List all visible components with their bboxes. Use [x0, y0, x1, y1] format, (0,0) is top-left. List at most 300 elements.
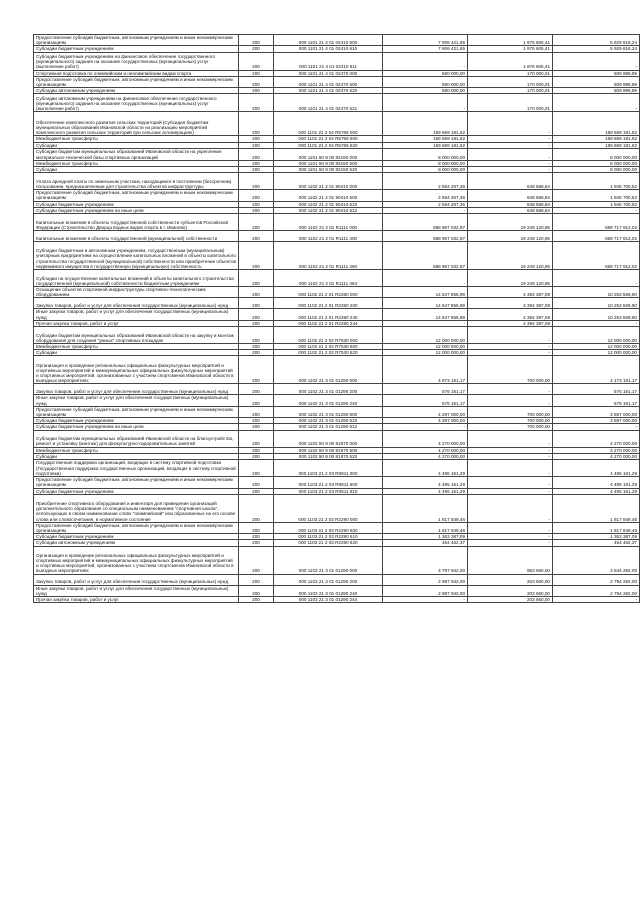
row-description: Межбюджетные трансферты — [34, 160, 239, 166]
line-code: 200 — [239, 477, 274, 488]
unexecuted-amount: 509 999,99 — [553, 88, 640, 94]
unexecuted-amount: 4 270 000,00 — [553, 453, 640, 459]
executed-amount: 170 000,01 — [468, 94, 553, 112]
unexecuted-amount: 4 270 000,00 — [553, 447, 640, 453]
executed-amount: - — [468, 534, 553, 540]
table-row — [34, 477, 640, 488]
unexecuted-amount: 12 000 000,00 — [553, 350, 640, 356]
unexecuted-amount: 2 794 282,00 — [553, 574, 640, 585]
line-code: 200 — [239, 148, 274, 160]
executed-amount: - — [468, 460, 553, 477]
line-code: 200 — [239, 35, 274, 46]
approved-amount: 680 000,00 — [383, 76, 468, 87]
line-code: 200 — [239, 320, 274, 326]
executed-amount: 203 660,00 — [468, 596, 553, 602]
unexecuted-amount: 3 844 282,00 — [553, 546, 640, 574]
classification-code: 000 1101 21 2 04 R5766 520 — [274, 142, 383, 148]
row-description: Субсидии бюджетным и автономным учреждениям, государственным (муниципальным) унитарным предприятиям на осуществление капитальных вложений в объекты капитального строительства государственной (муниципальной) собственности или приобретение объектов недвижимого имущества в государственную (муниципальную) собственность — [34, 242, 239, 270]
classification-code: 000 1102 21 3 01 01290 610 — [274, 418, 383, 424]
classification-code: 000 1102 21 2 01 R2280 240 — [274, 309, 383, 320]
table-row — [34, 112, 640, 136]
row-description: Капитальные вложения в объекты государственной собственности субъектов Российской Федерации (Строительство Дворца водных видов спорта в г. Иваново) — [34, 214, 239, 231]
line-code: 200 — [239, 231, 274, 242]
unexecuted-amount: - — [553, 270, 640, 287]
unexecuted-amount: 12 000 000,00 — [553, 327, 640, 344]
classification-code: 000 1102 21 2 01 R2280 000 — [274, 287, 383, 298]
executed-amount: 19 249 120,95 — [468, 270, 553, 287]
approved-amount: 680 000,00 — [383, 70, 468, 76]
line-code: 200 — [239, 344, 274, 350]
executed-amount: - — [468, 167, 553, 173]
classification-code: 000 1102 21 2 01 R2280 244 — [274, 320, 383, 326]
line-code: 200 — [239, 453, 274, 459]
row-description: Субсидии — [34, 167, 239, 173]
unexecuted-amount: 4 173 161,17 — [553, 356, 640, 384]
table-row — [34, 430, 640, 447]
classification-code: 000 1102 21 2 01 R1111 400 — [274, 231, 383, 242]
line-code: 200 — [239, 167, 274, 173]
line-code: 200 — [239, 574, 274, 585]
unexecuted-amount: 509 999,99 — [553, 70, 640, 76]
line-code: 200 — [239, 207, 274, 213]
line-code: 200 — [239, 585, 274, 596]
executed-amount: - — [468, 384, 553, 395]
classification-code: 000 1103 21 2 03 R2290 610 — [274, 534, 383, 540]
classification-code: 000 1102 21 2 01 90410 000 — [274, 173, 383, 190]
row-description: Государственная поддержка организаций, входящих в систему спортивной подготовки (Государственная поддержка государственных организаций, входящих в систему спортивной подготовки) — [34, 460, 239, 477]
approved-amount: 2 997 942,00 — [383, 585, 468, 596]
line-code: 200 — [239, 540, 274, 546]
executed-amount: 19 249 120,95 — [468, 214, 553, 231]
approved-amount: - — [383, 320, 468, 326]
row-description: Субсидии — [34, 453, 239, 459]
classification-code: 000 1101 21 4 01 02470 620 — [274, 88, 383, 94]
approved-amount: 1 817 849,46 — [383, 494, 468, 522]
table-row — [34, 585, 640, 596]
executed-amount: 648 566,84 — [468, 190, 553, 201]
unexecuted-amount: 4 270 000,00 — [553, 430, 640, 447]
table-row — [34, 522, 640, 533]
line-code: 200 — [239, 76, 274, 87]
classification-code: 000 1102 21 2 01 90410 600 — [274, 190, 383, 201]
row-description: Предоставление субсидий бюджетным, автономным учреждениям и иным некоммерческим организациям — [34, 477, 239, 488]
classification-code: 000 1101 21 4 01 02470 621 — [274, 94, 383, 112]
line-code: 200 — [239, 546, 274, 574]
line-code: 200 — [239, 596, 274, 602]
line-code: 200 — [239, 88, 274, 94]
row-description: Прочая закупка товаров, работ и услуг — [34, 596, 239, 602]
executed-amount: 4 394 387,09 — [468, 309, 553, 320]
executed-amount: 1 976 605,41 — [468, 46, 553, 52]
row-description: Капитальные вложения в объекты государственной (муниципальной) собственности — [34, 231, 239, 242]
table-row — [34, 190, 640, 201]
classification-code: 000 1103 21 3 01 01290 000 — [274, 546, 383, 574]
line-code: 200 — [239, 494, 274, 522]
line-code: 200 — [239, 94, 274, 112]
unexecuted-amount: 1 945 700,52 — [553, 173, 640, 190]
unexecuted-amount: 10 253 569,90 — [553, 298, 640, 309]
classification-code: 000 1102 21 3 01 01290 200 — [274, 384, 383, 395]
executed-amount: 203 660,00 — [468, 585, 553, 596]
table-row — [34, 384, 640, 395]
line-code: 200 — [239, 173, 274, 190]
line-code: 200 — [239, 142, 274, 148]
unexecuted-amount: 669 717 912,02 — [553, 231, 640, 242]
executed-amount: - — [468, 430, 553, 447]
table-row — [34, 35, 640, 46]
approved-amount: 12 000 000,00 — [383, 344, 468, 350]
line-code: 200 — [239, 136, 274, 142]
classification-code: 000 1101 21 2 04 R5766 500 — [274, 136, 383, 142]
table-row — [34, 546, 640, 574]
approved-amount: 4 297 000,00 — [383, 418, 468, 424]
row-description: Уплата арендной платы по земельным участкам, находящимся в постоянном (бессрочном) пользовании, предназначенным для строительства объектов инфраструктуры — [34, 173, 239, 190]
line-code: 200 — [239, 406, 274, 417]
row-description: Иные закупки товаров, работ и услуг для обеспечения государственных (муниципальных) нужд — [34, 395, 239, 406]
executed-amount: 700 000,00 — [468, 418, 553, 424]
row-description: Закупка товаров, работ и услуг для обеспечения государственных (муниципальных) нужд — [34, 384, 239, 395]
unexecuted-amount: - — [553, 320, 640, 326]
line-code: 200 — [239, 488, 274, 494]
row-description: Иные закупки товаров, работ и услуг для обеспечения государственных (муниципальных) нужд — [34, 309, 239, 320]
table-row — [34, 406, 640, 417]
executed-amount: 700 000,00 — [468, 424, 553, 430]
approved-amount: 680 000,00 — [383, 88, 468, 94]
approved-amount: - — [383, 94, 468, 112]
unexecuted-amount: 509 999,99 — [553, 76, 640, 87]
approved-amount: 14 647 956,99 — [383, 309, 468, 320]
approved-amount: - — [383, 424, 468, 430]
table-row — [34, 596, 640, 602]
approved-amount: 4 297 000,00 — [383, 406, 468, 417]
row-description: Субсидии автономным учреждениям — [34, 540, 239, 546]
classification-code: 000 1102 21 2 02 R7530 500 — [274, 344, 383, 350]
table-row — [34, 70, 640, 76]
unexecuted-amount: 2 794 282,00 — [553, 585, 640, 596]
approved-amount: 4 873 161,17 — [383, 356, 468, 384]
unexecuted-amount: 1 363 387,09 — [553, 534, 640, 540]
line-code: 200 — [239, 424, 274, 430]
unexecuted-amount: 1 945 700,52 — [553, 201, 640, 207]
line-code: 200 — [239, 298, 274, 309]
table-row — [34, 242, 640, 270]
line-code: 200 — [239, 46, 274, 52]
classification-code: 000 1103 21 3 01 01290 240 — [274, 585, 383, 596]
classification-code: 000 1101 21 4 01 02470 600 — [274, 76, 383, 87]
classification-code: 000 1101 21 4 01 02410 600 — [274, 35, 383, 46]
executed-amount: - — [468, 447, 553, 453]
classification-code: 000 1101 21 4 01 02410 611 — [274, 52, 383, 70]
line-code: 200 — [239, 534, 274, 540]
row-description: Предоставление субсидий бюджетным, автономным учреждениям и иным некоммерческим организациям — [34, 406, 239, 417]
table-row — [34, 287, 640, 298]
row-description: Субсидии — [34, 142, 239, 148]
approved-amount: - — [383, 207, 468, 213]
approved-amount: 2 997 942,00 — [383, 574, 468, 585]
approved-amount: 14 647 956,99 — [383, 298, 468, 309]
unexecuted-amount: 10 253 569,90 — [553, 287, 640, 298]
row-description: Закупка товаров, работ и услуг для обеспечения государственных (муниципальных) нужд — [34, 298, 239, 309]
table-row — [34, 76, 640, 87]
line-code: 200 — [239, 190, 274, 201]
unexecuted-amount: 669 717 912,02 — [553, 242, 640, 270]
executed-amount: 19 249 120,95 — [468, 242, 553, 270]
budget-execution-table — [33, 34, 640, 603]
executed-amount: 700 000,00 — [468, 406, 553, 417]
unexecuted-amount: 4 495 161,29 — [553, 477, 640, 488]
approved-amount: 2 594 267,36 — [383, 173, 468, 190]
approved-amount: 1 817 849,46 — [383, 522, 468, 533]
approved-amount: 8 000 000,00 — [383, 148, 468, 160]
row-description: Приобретение спортивного оборудования и инвентаря для приведения организаций дополнительного образования со специальным наименованием "спортивная школа", использующих в своем наименовании слово "олимпийский" или образованных на его основе слова или словосочетания, в нормативное состояние — [34, 494, 239, 522]
table-row — [34, 214, 640, 231]
row-description: Оснащение объектов спортивной инфраструктуры спортивно-технологическим оборудованием — [34, 287, 239, 298]
line-code: 200 — [239, 287, 274, 298]
line-code: 200 — [239, 327, 274, 344]
table-row — [34, 270, 640, 287]
table-row — [34, 231, 640, 242]
classification-code: 000 1102 21 3 01 01290 000 — [274, 356, 383, 384]
table-row — [34, 424, 640, 430]
line-code: 200 — [239, 430, 274, 447]
approved-amount: 4 495 161,29 — [383, 460, 468, 477]
line-code: 200 — [239, 460, 274, 477]
table-row — [34, 52, 640, 70]
executed-amount: - — [468, 350, 553, 356]
classification-code: 000 1102 50 9 00 81970 520 — [274, 453, 383, 459]
unexecuted-amount: 159 669 181,62 — [553, 112, 640, 136]
approved-amount: 4 797 942,00 — [383, 546, 468, 574]
row-description: Субсидии бюджетным учреждениям — [34, 201, 239, 207]
approved-amount: 4 270 000,00 — [383, 430, 468, 447]
row-description: Субсидии бюджетным учреждениям на иные цели — [34, 424, 239, 430]
classification-code: 000 1101 21 2 04 R5766 000 — [274, 112, 383, 136]
executed-amount: 1 976 605,41 — [468, 52, 553, 70]
classification-code: 000 1103 21 2 03 R2290 600 — [274, 522, 383, 533]
row-description: Субсидии бюджетным учреждениям на иные цели — [34, 207, 239, 213]
approved-amount: 4 270 000,00 — [383, 453, 468, 459]
approved-amount: 688 967 032,97 — [383, 214, 468, 231]
line-code: 200 — [239, 214, 274, 231]
unexecuted-amount: 3 597 000,00 — [553, 406, 640, 417]
approved-amount: 454 462,37 — [383, 540, 468, 546]
executed-amount: - — [468, 112, 553, 136]
row-description: Субсидии бюджетам муниципальных образований Ивановской области на закупку и монтаж оборудования для создания "умных" спортивных площадок — [34, 327, 239, 344]
table-row — [34, 574, 640, 585]
classification-code: 000 1102 21 2 02 R7530 520 — [274, 350, 383, 356]
row-description: Предоставление субсидий бюджетным, автономным учреждениям и иным некоммерческим организациям — [34, 35, 239, 46]
classification-code: 000 1103 21 3 01 01290 200 — [274, 574, 383, 585]
row-description: Межбюджетные трансферты — [34, 344, 239, 350]
approved-amount: 14 647 956,99 — [383, 287, 468, 298]
table-row — [34, 395, 640, 406]
classification-code: 000 1102 50 9 00 81970 500 — [274, 447, 383, 453]
row-description: Субсидии бюджетам муниципальных образований Ивановской области на благоустройство, ремонт и установку (монтаж) для физкультурно-оздоровительных занятий — [34, 430, 239, 447]
classification-code: 000 1103 21 2 03 R0811 610 — [274, 488, 383, 494]
executed-amount: 170 000,01 — [468, 76, 553, 87]
executed-amount: - — [468, 344, 553, 350]
row-description: Субсидии автономным учреждениям — [34, 88, 239, 94]
approved-amount: 159 669 181,62 — [383, 136, 468, 142]
approved-amount: 8 000 000,00 — [383, 160, 468, 166]
unexecuted-amount: 159 669 181,62 — [553, 142, 640, 148]
line-code: 200 — [239, 356, 274, 384]
unexecuted-amount: 8 000 000,00 — [553, 160, 640, 166]
executed-amount: - — [468, 327, 553, 344]
approved-amount: 1 363 387,09 — [383, 534, 468, 540]
executed-amount: - — [468, 494, 553, 522]
unexecuted-amount: 5 929 816,24 — [553, 35, 640, 46]
approved-amount: 4 495 161,29 — [383, 488, 468, 494]
executed-amount: - — [468, 477, 553, 488]
unexecuted-amount: 5 929 816,24 — [553, 46, 640, 52]
row-description: Иные закупки товаров, работ и услуг для обеспечения государственных (муниципальных) нужд — [34, 585, 239, 596]
row-description: Закупка товаров, работ и услуг для обеспечения государственных (муниципальных) нужд — [34, 574, 239, 585]
row-description: Обеспечение комплексного развития сельских территорий (Субсидия бюджетам муниципальных образований Ивановской области на реализацию мероприятий комплексного развития сельских территорий при сельских агломерациях) — [34, 112, 239, 136]
approved-amount: 4 495 161,29 — [383, 477, 468, 488]
unexecuted-amount: 576 161,17 — [553, 384, 640, 395]
approved-amount: 4 270 000,00 — [383, 447, 468, 453]
approved-amount: 159 669 181,62 — [383, 112, 468, 136]
approved-amount: 688 967 032,97 — [383, 242, 468, 270]
executed-amount: 4 394 387,09 — [468, 287, 553, 298]
table-row — [34, 327, 640, 344]
unexecuted-amount: - — [553, 207, 640, 213]
row-description: Предоставление субсидий бюджетным, автономным учреждениям и иным некоммерческим организациям — [34, 190, 239, 201]
row-description: Субсидии бюджетным учреждениям — [34, 46, 239, 52]
executed-amount: 648 566,84 — [468, 201, 553, 207]
unexecuted-amount: 10 253 569,90 — [553, 309, 640, 320]
row-description: Субсидии бюджетным учреждениям на финансовое обеспечение государственного (муниципального) задания на оказание государственных (муниципальных) услуг (выполнение работ) — [34, 52, 239, 70]
unexecuted-amount: - — [553, 596, 640, 602]
unexecuted-amount: 669 717 912,02 — [553, 214, 640, 231]
approved-amount: 576 161,17 — [383, 395, 468, 406]
classification-code: 000 1102 21 2 02 R7530 000 — [274, 327, 383, 344]
row-description: Субсидии бюджетным учреждениям — [34, 418, 239, 424]
line-code: 200 — [239, 395, 274, 406]
row-description: Субсидии автономным учреждениям на финансовое обеспечение государственного (муниципального) задания на оказание государственных (муниципальных) услуг (выполнение работ) — [34, 94, 239, 112]
classification-code: 000 1102 21 2 01 90410 610 — [274, 201, 383, 207]
executed-amount: - — [468, 142, 553, 148]
unexecuted-amount: 4 495 161,29 — [553, 488, 640, 494]
unexecuted-amount: - — [553, 52, 640, 70]
row-description: Субсидии на осуществление капитальных вложений в объекты капитального строительства государственной (муниципальной) собственности бюджетным учреждениям — [34, 270, 239, 287]
table-row — [34, 94, 640, 112]
line-code: 200 — [239, 270, 274, 287]
unexecuted-amount: 454 462,37 — [553, 540, 640, 546]
classification-code: 000 1101 21 4 01 02410 610 — [274, 46, 383, 52]
table-row — [34, 356, 640, 384]
executed-amount: 170 000,01 — [468, 70, 553, 76]
row-description: Субсидии — [34, 350, 239, 356]
unexecuted-amount: 4 495 161,29 — [553, 460, 640, 477]
classification-code: 000 1102 21 2 01 90410 612 — [274, 207, 383, 213]
line-code: 200 — [239, 309, 274, 320]
row-description: Межбюджетные трансферты — [34, 136, 239, 142]
line-code: 200 — [239, 522, 274, 533]
row-description: Межбюджетные трансферты — [34, 447, 239, 453]
classification-code: 000 1102 21 2 01 R1111 460 — [274, 242, 383, 270]
approved-amount: 159 669 181,62 — [383, 142, 468, 148]
unexecuted-amount: 159 669 181,62 — [553, 136, 640, 142]
classification-code: 000 1103 21 2 03 R2290 000 — [274, 494, 383, 522]
unexecuted-amount: - — [553, 424, 640, 430]
approved-amount: 7 906 421,65 — [383, 46, 468, 52]
line-code: 200 — [239, 70, 274, 76]
executed-amount: 4 394 387,09 — [468, 298, 553, 309]
approved-amount: - — [383, 52, 468, 70]
unexecuted-amount: - — [553, 94, 640, 112]
classification-code: 000 1101 50 9 00 83150 500 — [274, 160, 383, 166]
table-body — [34, 35, 640, 603]
executed-amount: - — [468, 136, 553, 142]
table-row — [34, 309, 640, 320]
classification-code: 000 1102 21 2 01 R2280 200 — [274, 298, 383, 309]
classification-code: 000 1102 50 9 00 81970 000 — [274, 430, 383, 447]
executed-amount: - — [468, 395, 553, 406]
executed-amount: - — [468, 522, 553, 533]
unexecuted-amount: 576 161,17 — [553, 395, 640, 406]
row-description: Организация и проведение региональных официальных физкультурных мероприятий и спортивных мероприятий и межмуниципальных официальных физкультурных мероприятий и спортивных мероприятий, организованных с участием спортсменов Ивановской области в выездных мероприятиях — [34, 356, 239, 384]
row-description: Предоставление субсидий бюджетным, автономным учреждениям и иным некоммерческим организациям — [34, 522, 239, 533]
line-code: 200 — [239, 350, 274, 356]
executed-amount: - — [468, 488, 553, 494]
classification-code: 000 1103 21 2 03 R0811 000 — [274, 460, 383, 477]
approved-amount: 2 594 267,36 — [383, 190, 468, 201]
unexecuted-amount: 3 597 000,00 — [553, 418, 640, 424]
executed-amount: - — [468, 160, 553, 166]
unexecuted-amount: 8 000 000,00 — [553, 148, 640, 160]
unexecuted-amount: 1 817 849,46 — [553, 494, 640, 522]
executed-amount: - — [468, 453, 553, 459]
line-code: 200 — [239, 384, 274, 395]
executed-amount: - — [468, 540, 553, 546]
line-code: 200 — [239, 52, 274, 70]
approved-amount: 12 000 000,00 — [383, 350, 468, 356]
classification-code: 000 1101 50 9 00 83150 520 — [274, 167, 383, 173]
row-description: Субсидии бюджетам муниципальных образований Ивановской области на укрепление материально-технической базы спортивных организаций — [34, 148, 239, 160]
line-code: 200 — [239, 160, 274, 166]
row-description: Организация и проведение региональных официальных физкультурных мероприятий и спортивных мероприятий и межмуниципальных официальных физкультурных мероприятий и спортивных мероприятий, организованных с участием спортсменов Ивановской области в выездных мероприятиях — [34, 546, 239, 574]
executed-amount: 203 660,00 — [468, 574, 553, 585]
approved-amount: - — [383, 596, 468, 602]
row-description: Спортивная подготовка по олимпийским и неолимпийским видам спорта — [34, 70, 239, 76]
row-description: Субсидии бюджетным учреждениям — [34, 488, 239, 494]
classification-code: 000 1102 21 2 01 R1111 000 — [274, 214, 383, 231]
executed-amount: 648 566,84 — [468, 173, 553, 190]
line-code: 200 — [239, 447, 274, 453]
approved-amount: 688 967 032,97 — [383, 231, 468, 242]
executed-amount: 953 660,00 — [468, 546, 553, 574]
unexecuted-amount: 12 000 000,00 — [553, 344, 640, 350]
unexecuted-amount: 1 945 700,52 — [553, 190, 640, 201]
approved-amount: 576 161,17 — [383, 384, 468, 395]
classification-code: 000 1102 21 3 01 01290 600 — [274, 406, 383, 417]
executed-amount: - — [468, 148, 553, 160]
classification-code: 000 1102 21 2 01 R1111 464 — [274, 270, 383, 287]
executed-amount: 700 000,00 — [468, 356, 553, 384]
unexecuted-amount: 1 817 849,46 — [553, 522, 640, 533]
table-row — [34, 460, 640, 477]
row-description: Предоставление субсидий бюджетным, автономным учреждениям и иным некоммерческим организациям — [34, 76, 239, 87]
row-description: Прочая закупка товаров, работ и услуг — [34, 320, 239, 326]
approved-amount: 7 906 421,65 — [383, 35, 468, 46]
approved-amount: 8 000 000,00 — [383, 167, 468, 173]
table-row — [34, 148, 640, 160]
executed-amount: 19 249 120,95 — [468, 231, 553, 242]
line-code: 200 — [239, 201, 274, 207]
table-row — [34, 298, 640, 309]
